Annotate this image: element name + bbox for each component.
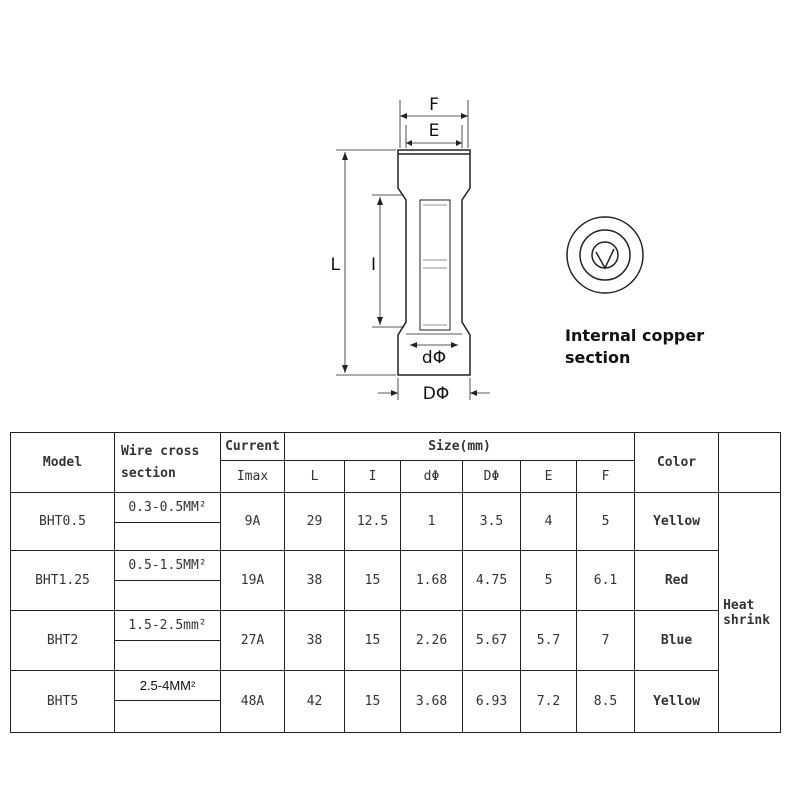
table-row <box>11 611 781 641</box>
cell-heat-shrink: Heat shrink <box>719 493 781 733</box>
table-row <box>11 493 781 523</box>
cell-L: 38 <box>285 611 345 671</box>
header-col-L: L <box>285 461 345 493</box>
cell-wire: 1.5-2.5mm² <box>115 611 221 641</box>
cell-wire-blank <box>115 581 221 611</box>
cell-I: 15 <box>345 551 401 611</box>
cell-color: Red <box>635 551 719 611</box>
cell-F: 7 <box>577 611 635 671</box>
table-row <box>11 671 781 701</box>
caption-line2: section <box>565 348 631 367</box>
cell-L: 38 <box>285 551 345 611</box>
cell-D: 3.5 <box>463 493 521 551</box>
cell-wire: 2.5-4MM² <box>115 671 221 701</box>
cell-current: 9A <box>221 493 285 551</box>
cell-wire-blank <box>115 523 221 551</box>
cell-E: 4 <box>521 493 577 551</box>
cell-model: BHT0.5 <box>11 493 115 551</box>
spec-table <box>10 432 781 733</box>
label-F: F <box>429 95 439 115</box>
cell-L: 29 <box>285 493 345 551</box>
cell-E: 5 <box>521 551 577 611</box>
header-col-I: I <box>345 461 401 493</box>
cell-d: 1 <box>401 493 463 551</box>
cell-model: BHT1.25 <box>11 551 115 611</box>
cell-F: 6.1 <box>577 551 635 611</box>
table-row <box>11 551 781 581</box>
cell-wire-blank <box>115 641 221 671</box>
label-I: I <box>370 255 376 275</box>
cell-current: 48A <box>221 671 285 733</box>
cell-d: 2.26 <box>401 611 463 671</box>
header-col-d: dΦ <box>401 461 463 493</box>
cell-wire-blank <box>115 701 221 733</box>
cell-wire: 0.5-1.5MM² <box>115 551 221 581</box>
cell-color: Blue <box>635 611 719 671</box>
cell-F: 8.5 <box>577 671 635 733</box>
cell-d: 3.68 <box>401 671 463 733</box>
label-D-phi: DΦ <box>422 384 450 404</box>
cell-E: 5.7 <box>521 611 577 671</box>
cell-L: 42 <box>285 671 345 733</box>
header-wire-cross-section: Wire cross section <box>115 433 221 493</box>
header-color: Color <box>635 433 719 493</box>
cell-model: BHT2 <box>11 611 115 671</box>
cell-E: 7.2 <box>521 671 577 733</box>
cell-F: 5 <box>577 493 635 551</box>
label-L: L <box>330 255 340 275</box>
header-model: Model <box>11 433 115 493</box>
cell-color: Yellow <box>635 671 719 733</box>
header-current: Current <box>221 433 285 461</box>
cell-I: 15 <box>345 671 401 733</box>
inner-copper-tube <box>420 200 450 330</box>
cell-current: 27A <box>221 611 285 671</box>
header-blank <box>719 433 781 493</box>
header-col-F: F <box>577 461 635 493</box>
cell-D: 4.75 <box>463 551 521 611</box>
connector-outline <box>398 150 470 375</box>
cell-color: Yellow <box>635 493 719 551</box>
cell-wire: 0.3-0.5MM² <box>115 493 221 523</box>
header-imax: Imax <box>221 461 285 493</box>
cross-section-icon <box>567 217 643 293</box>
cell-current: 19A <box>221 551 285 611</box>
cell-I: 12.5 <box>345 493 401 551</box>
cell-d: 1.68 <box>401 551 463 611</box>
cell-I: 15 <box>345 611 401 671</box>
label-E: E <box>428 121 440 141</box>
cell-model: BHT5 <box>11 671 115 733</box>
header-size: Size(mm) <box>285 433 635 461</box>
header-col-D: DΦ <box>463 461 521 493</box>
caption-line1: Internal copper <box>565 326 705 345</box>
label-d-phi: dΦ <box>421 348 447 368</box>
cell-D: 5.67 <box>463 611 521 671</box>
cell-D: 6.93 <box>463 671 521 733</box>
header-col-E: E <box>521 461 577 493</box>
